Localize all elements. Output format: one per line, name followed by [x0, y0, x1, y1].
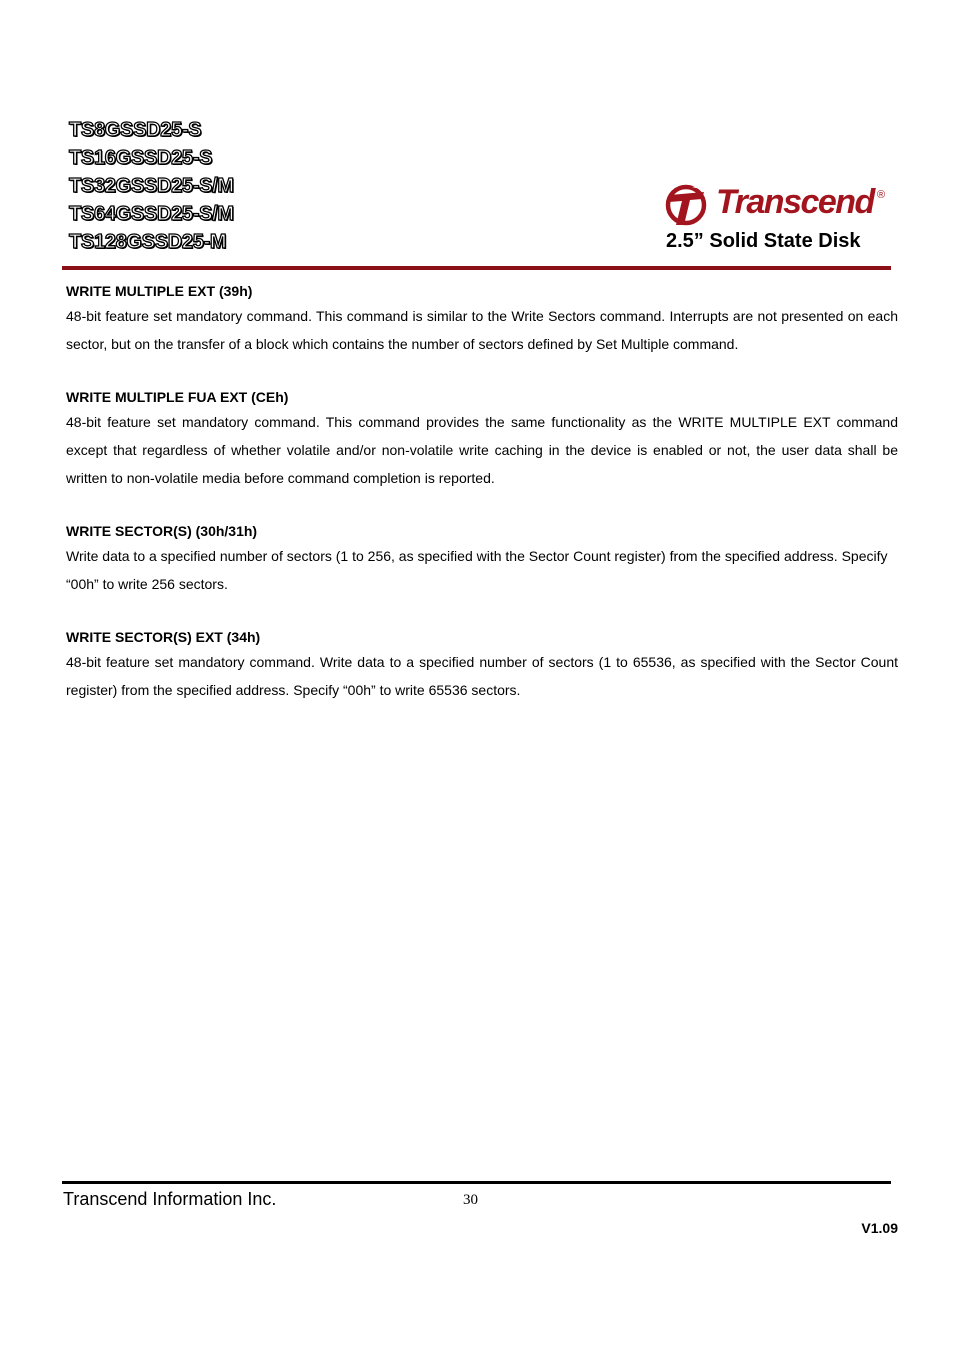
section-title: WRITE SECTOR(S) EXT (34h) [66, 629, 261, 645]
model-name: TS64GSSD25-S/M [69, 203, 234, 225]
model-name: TS32GSSD25-S/M [69, 175, 234, 197]
main-content [66, 280, 898, 732]
document-version: V1.09 [861, 1220, 898, 1236]
page-number: 30 [463, 1192, 478, 1208]
footer-company: Transcend Information Inc. [63, 1189, 277, 1209]
section-body: 48-bit feature set mandatory command. Write data to a specified number of sectors (1 to 65536, as specified with the Sector Count register) from the specified address. Specify “00h” to write 65536 sectors. [66, 654, 898, 698]
registered-mark: ® [877, 189, 886, 201]
section-title: WRITE MULTIPLE EXT (39h) [66, 283, 253, 299]
section-body: Write data to a specified number of sectors (1 to 256, as specified with the Sector Count register) from the specified address. Specify “00h” to write 256 sectors. [66, 548, 888, 592]
command-section [66, 626, 898, 704]
model-list [69, 116, 234, 256]
command-section [66, 280, 898, 358]
section-title: WRITE MULTIPLE FUA EXT (CEh) [66, 389, 289, 405]
command-section [66, 386, 898, 492]
brand-wordmark: Transcend [716, 183, 874, 221]
model-name: TS128GSSD25-M [69, 231, 227, 253]
product-subtitle: 2.5” Solid State Disk [666, 230, 861, 252]
header-divider [62, 266, 891, 270]
model-name: TS16GSSD25-S [69, 147, 213, 169]
section-title: WRITE SECTOR(S) (30h/31h) [66, 523, 258, 539]
section-body: 48-bit feature set mandatory command. This command is similar to the Write Sectors command. Interrupts are not presented on each sector, but on the transfer of a block which contains the number of sectors defined by Set Multiple command. [66, 308, 898, 352]
model-name: TS8GSSD25-S [69, 119, 202, 141]
footer-divider [62, 1181, 891, 1184]
transcend-emblem-icon [664, 183, 710, 227]
section-body: 48-bit feature set mandatory command. This command provides the same functionality as the WRITE MULTIPLE EXT command except that regardless of whether volatile and/or non-volatile write caching in the device is enabled or not, the user data shall be written to non-volatile media before command completion is reported. [66, 414, 898, 486]
transcend-logo [664, 183, 890, 227]
command-section [66, 520, 898, 598]
